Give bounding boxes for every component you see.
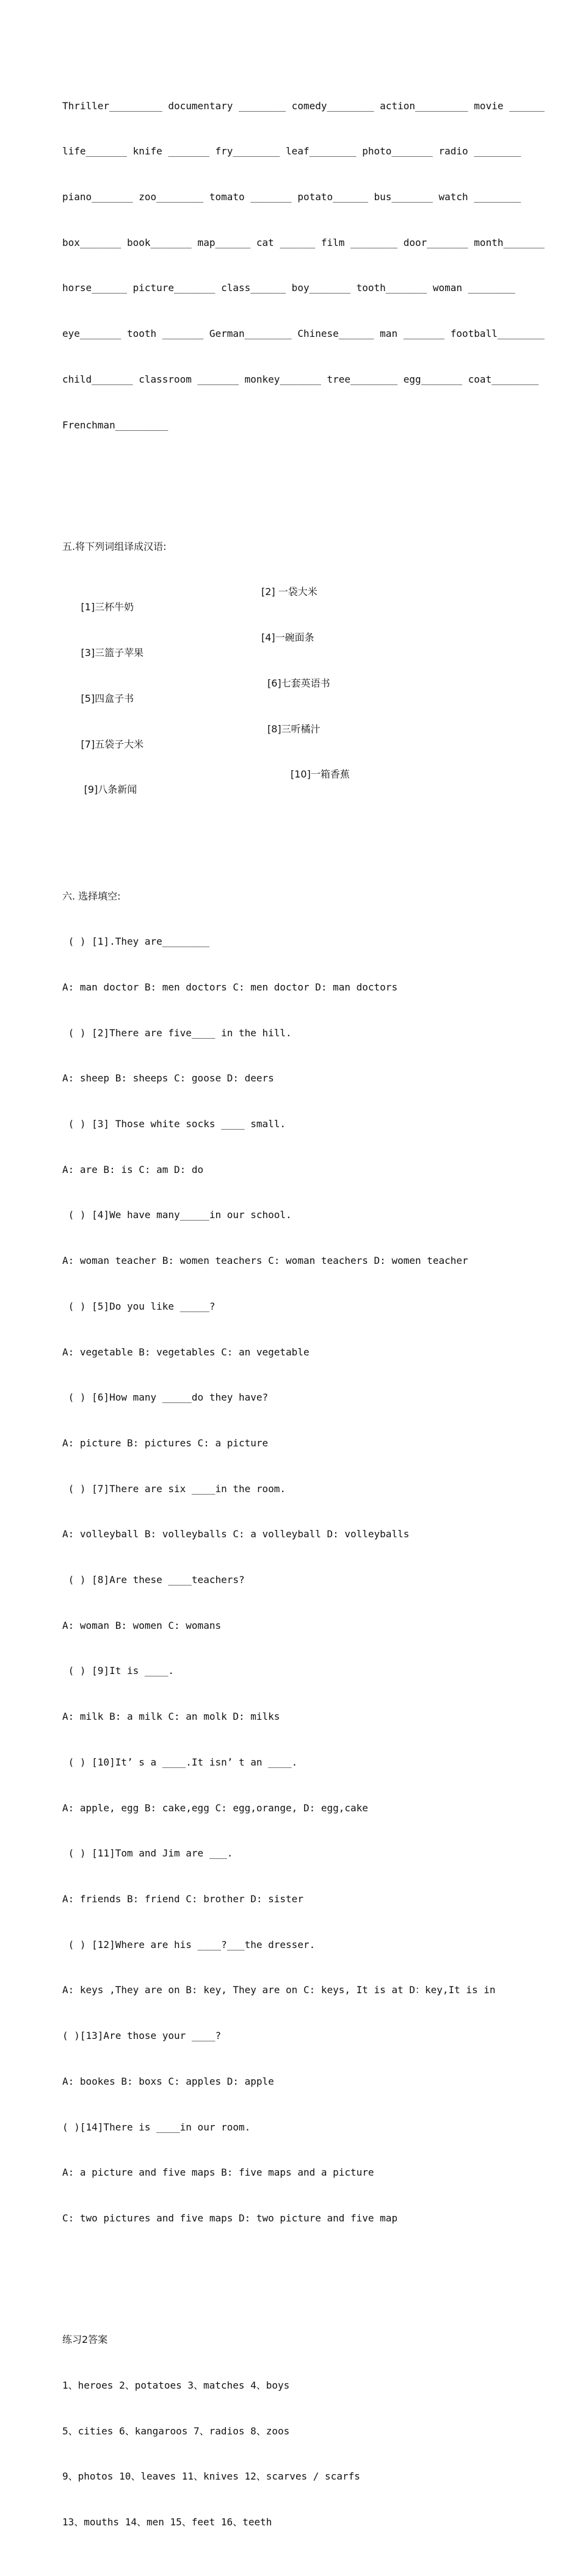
vocab-line: child_______ classroom _______ monkey_______ tree________ egg_______ coat________: [62, 373, 539, 385]
translation-item: [1]三杯牛奶: [81, 601, 134, 613]
options-line: A: friends B: friend C: brother D: sister: [62, 1893, 303, 1905]
section-5-heading: 五.将下列词组译成汉语:: [62, 540, 167, 552]
translation-row: [62, 630, 551, 659]
translation-row: [62, 767, 551, 796]
translation-item: [6]七套英语书: [267, 677, 330, 689]
translation-item: [9]八条新闻: [81, 784, 137, 796]
answer-line: 13、mouths 14、men 15、feet 16、teeth: [62, 2516, 272, 2528]
answers-heading: 练习2答案: [62, 2334, 108, 2346]
translation-item: [10]一箱香蕉: [291, 768, 350, 781]
section-6-heading: 六. 选择填空:: [62, 890, 121, 902]
options-line: A: a picture and five maps B: five maps and a picture: [62, 2167, 374, 2179]
question-line: ( ) [10]It’ s a ____.It isn’ t an ____.: [62, 1756, 298, 1768]
options-line: A: volleyball B: volleyballs C: a volleyball D: volleyballs: [62, 1528, 410, 1540]
options-line: A: are B: is C: am D: do: [62, 1163, 204, 1175]
answer-line: 1、heroes 2、potatoes 3、matches 4、boys: [62, 2379, 290, 2391]
options-line: A: vegetable B: vegetables C: an vegetable: [62, 1346, 310, 1358]
question-line: ( ) [4]We have many_____in our school.: [62, 1209, 292, 1221]
question-line: ( ) [11]Tom and Jim are ___.: [62, 1847, 233, 1860]
question-line: ( ) [5]Do you like _____?: [62, 1300, 216, 1312]
vocab-line: life_______ knife _______ fry________ leaf________ photo_______ radio ________: [62, 145, 521, 157]
options-line: A: sheep B: sheeps C: goose D: deers: [62, 1072, 274, 1084]
section-6: [62, 859, 551, 2257]
options-line: A: man doctor B: men doctors C: men doctor D: man doctors: [62, 981, 398, 993]
question-line: ( )[14]There is ____in our room.: [62, 2121, 251, 2133]
question-line: ( ) [6]How many _____do they have?: [62, 1391, 269, 1404]
answer-line: 5、cities 6、kangaroos 7、radios 8、zoos: [62, 2425, 290, 2437]
options-line: A: keys ,They are on B: key, They are on C: keys, It is at D：key,It is in: [62, 1984, 496, 1996]
translation-item: [2] 一袋大米: [261, 586, 317, 598]
translation-row: [62, 585, 551, 613]
question-line: ( ) [2]There are five____ in the hill.: [62, 1026, 292, 1039]
document-page: [62, 38, 551, 2576]
question-line: ( ) [3] Those white socks ____ small.: [62, 1118, 286, 1130]
question-line: ( ) [7]There are six ____in the room.: [62, 1482, 286, 1495]
section-5: [62, 509, 551, 813]
question-line: ( )[13]Are those your ____?: [62, 2030, 222, 2042]
options-line: A: woman B: women C: womans: [62, 1619, 222, 1631]
translation-item: [3]三篮子苹果: [81, 647, 144, 659]
options-line: A: milk B: a milk C: an molk D: milks: [62, 1711, 280, 1723]
vocab-section: [62, 68, 551, 463]
question-line: ( ) [12]Where are his ____?___the dresser.: [62, 1938, 316, 1950]
translation-item: [7]五袋子大米: [81, 738, 144, 750]
answer-line: 9、photos 10、leaves 11、knives 12、scarves / scarfs: [62, 2470, 360, 2483]
translation-row: [62, 722, 551, 750]
vocab-line: Thriller_________ documentary ________ comedy________ action_________ movie ______: [62, 99, 545, 112]
question-line: ( ) [9]It is ____.: [62, 1665, 175, 1677]
translation-item: [4]一碗面条: [261, 632, 314, 644]
options-line: C: two pictures and five maps D: two picture and five map: [62, 2212, 398, 2224]
vocab-line: horse______ picture_______ class______ boy_______ tooth_______ woman ________: [62, 282, 515, 294]
question-line: ( ) [8]Are these ____teachers?: [62, 1574, 245, 1586]
options-line: A: apple, egg B: cake,egg C: egg,orange, D: egg,cake: [62, 1802, 368, 1814]
options-line: A: bookes B: boxs C: apples D: apple: [62, 2075, 274, 2087]
vocab-line: eye_______ tooth _______ German________ Chinese______ man _______ football________: [62, 328, 545, 340]
translation-item: [5]四盒子书: [81, 692, 134, 704]
options-line: A: picture B: pictures C: a picture: [62, 1437, 269, 1449]
translation-item: [8]三听橘汁: [267, 723, 321, 735]
translation-row: [62, 676, 551, 704]
vocab-line: piano_______ zoo________ tomato _______ potato______ bus_______ watch ________: [62, 191, 521, 203]
answers-section: [62, 2302, 551, 2560]
vocab-line: Frenchman_________: [62, 419, 169, 431]
options-line: A: woman teacher B: women teachers C: woman teachers D: women teacher: [62, 1255, 468, 1267]
vocab-line: box_______ book_______ map______ cat ______ film ________ door_______ month_______: [62, 236, 545, 248]
question-line: ( ) [1].They are________: [62, 936, 209, 948]
